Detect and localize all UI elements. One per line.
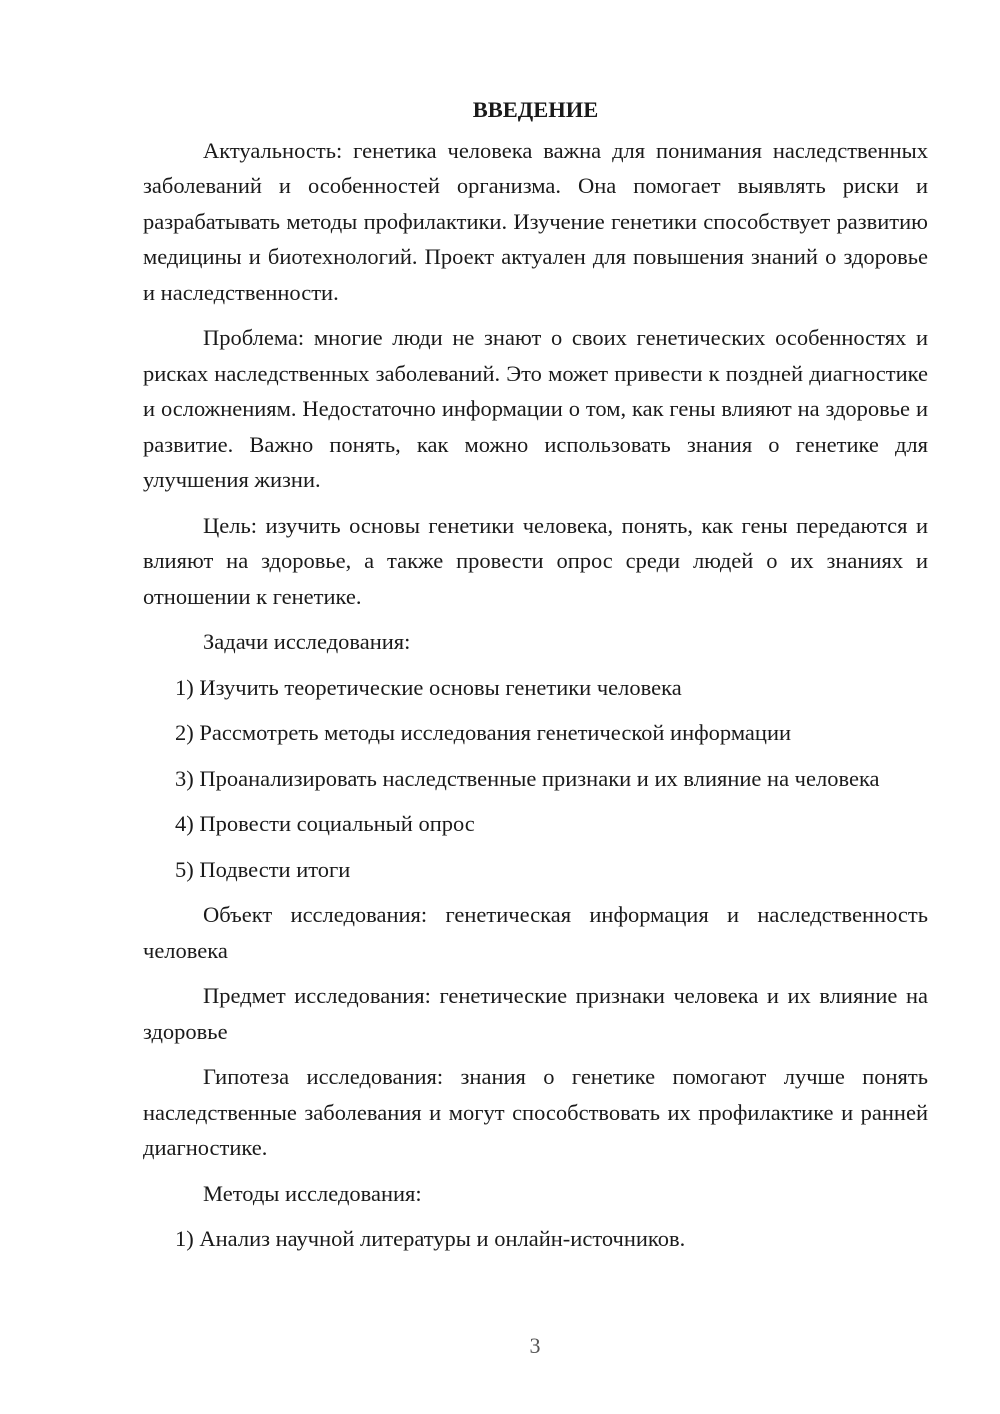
subject-paragraph: Предмет исследования: генетические признаки человека и их влияние на здоровье <box>143 983 928 1044</box>
relevance-paragraph: Актуальность: генетика человека важна для понимания наследственных заболеваний и особенностей организма. Она помогает выявлять риски и разрабатывать методы профилактики. Изучение генетики способствует развитию медицины и биотехнологий. Проект актуален для повышения знаний о здоровье и наследственности. <box>143 137 928 305</box>
task-item-5: 5) Подвести итоги <box>175 856 351 882</box>
problem-paragraph: Проблема: многие люди не знают о своих генетических особенностях и рисках наследственных заболеваний. Это может привести к поздней диагностике и осложнениям. Недостаточно информации о том, как гены влияют на здоровье и развитие. Важно понять, как можно использовать знания о генетике для улучшения жизни. <box>143 325 928 492</box>
task-item-1: 1) Изучить теоретические основы генетики человека <box>175 674 682 700</box>
task-item-3: 3) Проанализировать наследственные признаки и их влияние на человека <box>175 765 880 791</box>
methods-heading: Методы исследования: <box>203 1180 422 1206</box>
object-paragraph: Объект исследования: генетическая информация и наследственность человека <box>143 902 928 963</box>
page-number: 3 <box>529 1333 541 1358</box>
document-page <box>143 92 928 1267</box>
task-item-2: 2) Рассмотреть методы исследования генетической информации <box>175 720 792 745</box>
method-item-1: 1) Анализ научной литературы и онлайн-источников. <box>175 1226 686 1251</box>
section-title: ВВЕДЕНИЕ <box>472 97 599 122</box>
tasks-heading: Задачи исследования: <box>203 629 411 654</box>
goal-paragraph: Цель: изучить основы генетики человека, понять, как гены передаются и влияют на здоровье, а также провести опрос среди людей о их знаниях и отношении к генетике. <box>143 512 928 609</box>
hypothesis-paragraph: Гипотеза исследования: знания о генетике помогают лучше понять наследственные заболевания и могут способствовать их профилактике и ранней диагностике. <box>143 1064 928 1160</box>
task-item-4: 4) Провести социальный опрос <box>175 811 475 836</box>
